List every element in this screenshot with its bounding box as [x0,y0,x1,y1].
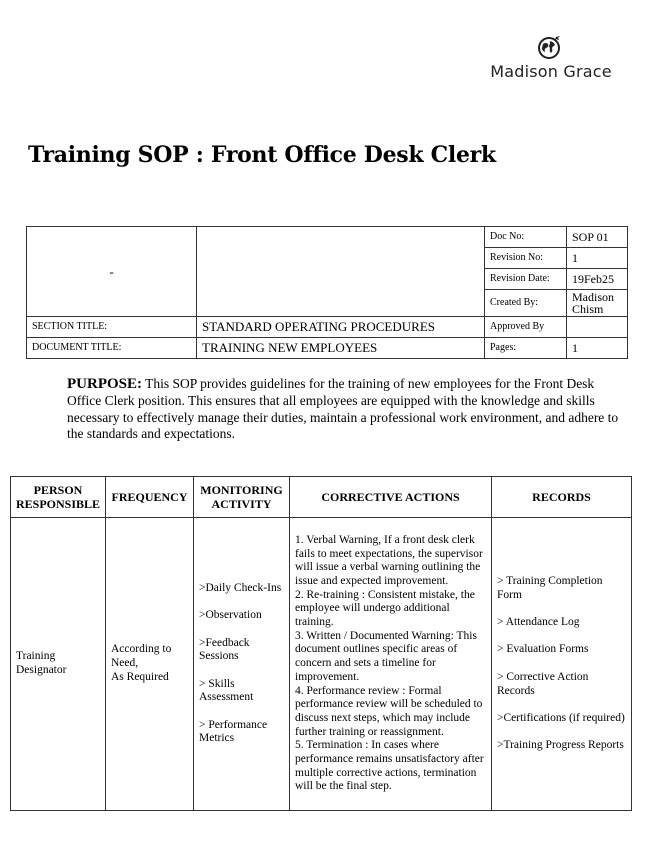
doc-no-value: SOP 01 [567,227,628,248]
procedure-header-row [11,477,632,518]
header-corrective-actions: CORRECTIVE ACTIONS [290,477,492,518]
header-records: RECORDS [492,477,632,518]
monitoring-item: >Observation [199,609,262,622]
doc-no-label: Doc No: [485,227,567,248]
approved-by-value [567,317,628,338]
brand-name: Madison Grace [490,62,612,81]
person-line1: Training [16,650,56,663]
procedure-row [11,518,632,811]
person-responsible-cell [11,518,106,811]
frequency-cell [106,518,194,811]
purpose-text: This SOP provides guidelines for the training of new employees for the Front Desk Office Clerk position. This ensures that all employees are equipped with the knowledge and skills necessary to effectively manage their duties, maintain a professional work environment, and adhere to the standards and expectations. [67,376,619,442]
monitoring-item: > Skills Assessment [199,677,254,704]
corrective-action-item: 4. Performance review : Formal performance review will be scheduled to discuss next steps, which may include further training or reassignment. [295,684,483,738]
corrective-action-item: 5. Termination : In cases where performance remains unsatisfactory after multiple corrective actions, termination will be the final step. [295,739,484,793]
corrective-actions-cell [290,518,492,811]
record-item: > Corrective Action Records [497,670,589,697]
section-title-label: SECTION TITLE: [27,317,197,338]
monitoring-item: >Feedback Sessions [199,636,250,663]
globe-airplane-icon [535,32,565,62]
revision-no-label: Revision No: [485,248,567,269]
header-monitoring-activity [194,477,290,518]
records-cell [492,518,632,811]
company-logo [480,32,620,62]
record-item: >Training Progress Reports [497,739,624,752]
procedure-table [10,476,632,811]
purpose-paragraph [67,376,623,443]
corrective-action-item: 2. Re-training : Consistent mistake, the employee will undergo additional training. [295,588,475,629]
frequency-line3: As Required [111,670,169,683]
record-item: >Certifications (if required) [497,711,625,724]
frequency-line1: According to [111,643,172,656]
revision-date-label: Revision Date: [485,269,567,290]
header-blank-cell [197,227,485,317]
revision-date-value: 19Feb25 [567,269,628,290]
pages-label: Pages: [485,338,567,359]
document-title: Training SOP : Front Office Desk Clerk [28,142,496,168]
header-frequency: FREQUENCY [106,477,194,518]
header-monitoring-line2: ACTIVITY [211,497,272,511]
document-title-label: DOCUMENT TITLE: [27,338,197,359]
monitoring-item: > Performance Metrics [199,718,268,745]
header-monitoring-line1: MONITORING [200,483,283,497]
header-person-responsible [11,477,106,518]
header-table [26,226,628,359]
record-item: > Attendance Log [497,616,580,629]
header-person-line2: RESPONSIBLE [15,497,101,511]
corrective-action-item: 3. Written / Documented Warning: This document outlines specific areas of concern and sets a timeline for improvement. [295,629,477,683]
record-item: > Evaluation Forms [497,643,589,656]
corrective-action-item: 1. Verbal Warning, If a front desk clerk fails to meet expectations, the supervisor will issue a verbal warning outlining the issue and expected improvement. [295,533,483,587]
monitoring-activity-cell [194,518,290,811]
person-line2: Designator [16,664,67,676]
pages-value: 1 [567,338,628,359]
created-by-value [567,290,628,317]
created-by-last: Chism [572,302,604,316]
section-title-value: STANDARD OPERATING PROCEDURES [197,317,485,338]
revision-no-value: 1 [567,248,628,269]
purpose-label: PURPOSE: [67,376,142,392]
approved-by-label: Approved By [485,317,567,338]
created-by-label: Created By: [485,290,567,317]
monitoring-item: >Daily Check-Ins [199,581,282,594]
created-by-first: Madison [572,290,614,304]
document-title-value: TRAINING NEW EMPLOYEES [197,338,485,359]
logo-placeholder-cell [27,227,197,317]
header-person-line1: PERSON [33,483,83,497]
frequency-line2: Need, [111,657,139,670]
logo-placeholder: - [109,263,114,279]
record-item: > Training Completion Form [497,574,603,601]
